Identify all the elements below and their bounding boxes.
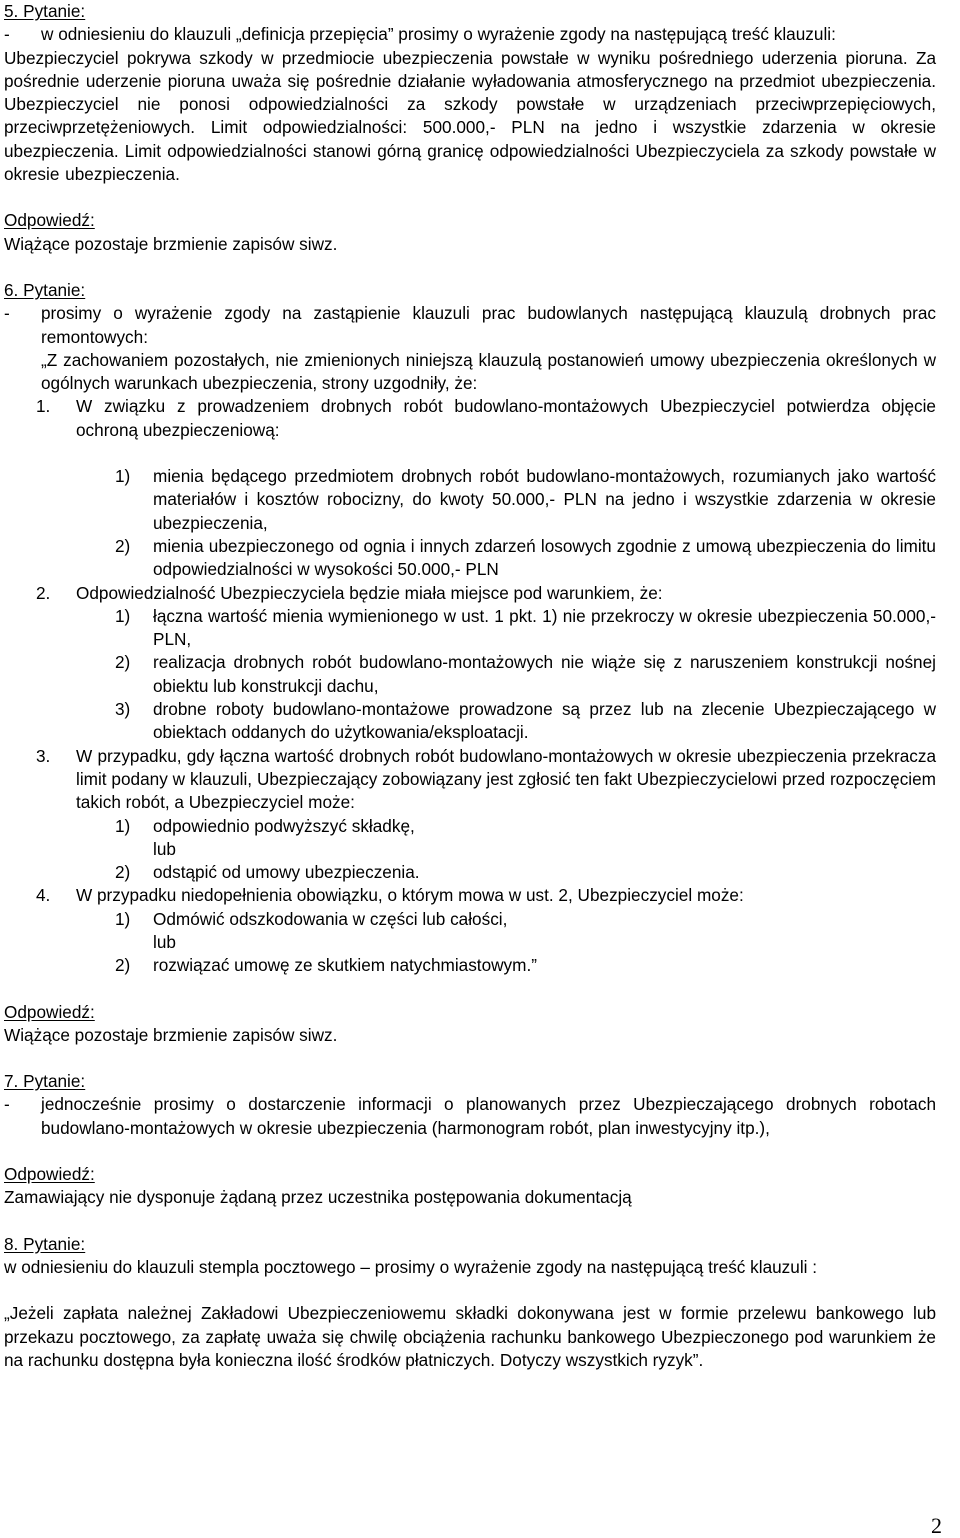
sub-number: 1) bbox=[115, 908, 131, 929]
q6-item-2-sub-3 bbox=[115, 698, 936, 745]
q5-answer-label: Odpowiedź: bbox=[4, 210, 95, 231]
q5-clause-body: Ubezpieczyciel pokrywa szkody w przedmiocie ubezpieczenia powstałe w wyniku pośredniego uderzenia pioruna. Za pośrednie uderzenie pioruna uważa się pośrednie działanie wyładowania atmosferycznego na przedmiot ubezpieczenia. Ubezpieczyciel nie ponosi odpowiedzialności za szkody powstałe w urządzeniach przeciwprzepięciowych, przeciwprzetężeniowych. Limit odpowiedzialności: 500.000,- PLN na jedno i wszystkie zdarzenia w okresie ubezpieczenia. Limit odpowiedzialności stanowi górną granicę odpowiedzialności Ubezpieczyciela za szkody powstałe w okresie ubezpieczenia. bbox=[4, 47, 936, 185]
q6-item-4-or: lub bbox=[153, 931, 176, 952]
sub-number: 2) bbox=[115, 652, 131, 673]
q6-item-3-or: lub bbox=[153, 838, 176, 859]
sub-number: 2) bbox=[115, 955, 131, 976]
q6-item-2 bbox=[36, 582, 936, 605]
q5-intro bbox=[4, 23, 936, 46]
q5-intro-text: w odniesieniu do klauzuli „definicja przepięcia” prosimy o wyrażenie zgody na następującą treść klauzuli: bbox=[41, 24, 836, 45]
sub-text: drobne roboty budowlano-montażowe prowadzone są przez lub na zlecenie Ubezpieczającego w obiektach oddanych do użytkowania/eksploatacji. bbox=[153, 699, 936, 743]
sub-text: mienia będącego przedmiotem drobnych robót budowlano-montażowych, rozumianych jako wartość materiałów i kosztów robocizny, do kwoty 50.000,- PLN na jedno i wszystkie zdarzenia w okresie ubezpieczenia, bbox=[153, 466, 936, 533]
q6-answer: Wiążące pozostaje brzmienie zapisów siwz. bbox=[4, 1024, 338, 1045]
q6-item-4-sub-2 bbox=[115, 954, 936, 977]
q6-quote-intro: „Z zachowaniem pozostałych, nie zmienionych niniejszą klauzulą postanowień umowy ubezpieczenia określonych w ogólnych warunkach ubezpieczenia, strony uzgodniły, że: bbox=[41, 349, 936, 394]
q6-answer-label: Odpowiedź: bbox=[4, 1001, 95, 1022]
dash-marker: - bbox=[4, 24, 10, 45]
sub-text: realizacja drobnych robót budowlano-montażowych nie wiąże się z naruszeniem konstrukcji nośnej obiektu lub konstrukcji dachu, bbox=[153, 652, 936, 696]
sub-text: odstąpić od umowy ubezpieczenia. bbox=[153, 862, 420, 883]
sub-text: mienia ubezpieczonego od ognia i innych zdarzeń losowych zgodnie z umową ubezpieczenia do limitu odpowiedzialności w wysokości 50.000,- PLN bbox=[153, 535, 936, 580]
q6-item-3 bbox=[36, 745, 936, 815]
q7-heading: 7. Pytanie: bbox=[4, 1071, 86, 1092]
dash-marker: - bbox=[4, 1094, 10, 1115]
sub-text: rozwiązać umowę ze skutkiem natychmiastowym.” bbox=[153, 955, 537, 976]
q7-answer: Zamawiający nie dysponuje żądaną przez uczestnika postępowania dokumentacją bbox=[4, 1187, 632, 1208]
q7-intro-text: jednocześnie prosimy o dostarczenie informacji o planowanych przez Ubezpieczającego drobnych robotach budowlano-montażowych w okresie ubezpieczenia (harmonogram robót, plan inwestycyjny itp.), bbox=[41, 1094, 936, 1138]
page-number: 2 bbox=[931, 1512, 942, 1538]
q8-clause-quote: „Jeżeli zapłata należnej Zakładowi Ubezpieczeniowemu składki dokonywana jest w formie przelewu bankowego lub przekazu pocztowego, za zapłatę uważa się chwilę obciążenia rachunku bankowego Ubezpieczonego pod warunkiem że na rachunku dostępna była konieczna ilość środków płatniczych. Dotyczy wszystkich ryzyk”. bbox=[4, 1303, 936, 1370]
q6-item-1 bbox=[36, 395, 936, 442]
item-text: W przypadku, gdy łączna wartość drobnych robót budowlano-montażowych w okresie ubezpieczenia przekracza limit podany w klauzuli, Ubezpieczający zobowiązany jest zgłosić ten fakt Ubezpieczycielowi przed rozpoczęciem takich robót, a Ubezpieczyciel może: bbox=[76, 745, 936, 813]
item-text: Odpowiedzialność Ubezpieczyciela będzie miała miejsce pod warunkiem, że: bbox=[76, 582, 663, 603]
q7-intro bbox=[4, 1093, 936, 1140]
q6-item-3-sub-2 bbox=[115, 861, 936, 884]
item-number: 1. bbox=[36, 396, 51, 417]
item-text: W przypadku niedopełnienia obowiązku, o którym mowa w ust. 2, Ubezpieczyciel może: bbox=[76, 885, 744, 906]
sub-text: odpowiednio podwyższyć składkę, bbox=[153, 815, 415, 836]
q6-item-3-sub-1 bbox=[115, 815, 936, 838]
sub-number: 1) bbox=[115, 815, 131, 836]
document-page bbox=[4, 0, 936, 1372]
item-text: W związku z prowadzeniem drobnych robót budowlano-montażowych Ubezpieczyciel potwierdza objęcie ochroną ubezpieczeniową: bbox=[76, 396, 936, 440]
item-number: 4. bbox=[36, 885, 51, 906]
q6-item-1-sub-1 bbox=[115, 465, 936, 535]
sub-number: 3) bbox=[115, 699, 131, 720]
q6-heading: 6. Pytanie: bbox=[4, 279, 86, 300]
q6-item-4-sub-1 bbox=[115, 908, 936, 931]
q5-answer: Wiążące pozostaje brzmienie zapisów siwz. bbox=[4, 233, 338, 254]
dash-marker: - bbox=[4, 303, 10, 324]
q8-heading: 8. Pytanie: bbox=[4, 1233, 86, 1254]
sub-number: 2) bbox=[115, 862, 131, 883]
q6-item-2-sub-2 bbox=[115, 651, 936, 698]
sub-text: Odmówić odszkodowania w części lub całości, bbox=[153, 908, 508, 929]
q8-intro: w odniesieniu do klauzuli stempla pocztowego – prosimy o wyrażenie zgody na następującą treść klauzuli : bbox=[4, 1256, 818, 1277]
q6-intro-text: prosimy o wyrażenie zgody na zastąpienie klauzuli prac budowlanych następującą klauzulą drobnych prac remontowych: bbox=[41, 303, 936, 347]
q6-item-4 bbox=[36, 884, 936, 907]
q6-item-2-sub-1 bbox=[115, 605, 936, 652]
sub-text: łączna wartość mienia wymienionego w ust. 1 pkt. 1) nie przekroczy w okresie ubezpieczenia 50.000,- PLN, bbox=[153, 605, 936, 650]
q7-answer-label: Odpowiedź: bbox=[4, 1164, 95, 1185]
q6-intro bbox=[4, 302, 936, 349]
item-number: 2. bbox=[36, 582, 51, 603]
q5-heading: 5. Pytanie: bbox=[4, 1, 86, 21]
item-number: 3. bbox=[36, 745, 51, 766]
sub-number: 2) bbox=[115, 535, 131, 556]
sub-number: 1) bbox=[115, 605, 131, 626]
q6-item-1-sub-2 bbox=[115, 535, 936, 582]
sub-number: 1) bbox=[115, 466, 131, 487]
